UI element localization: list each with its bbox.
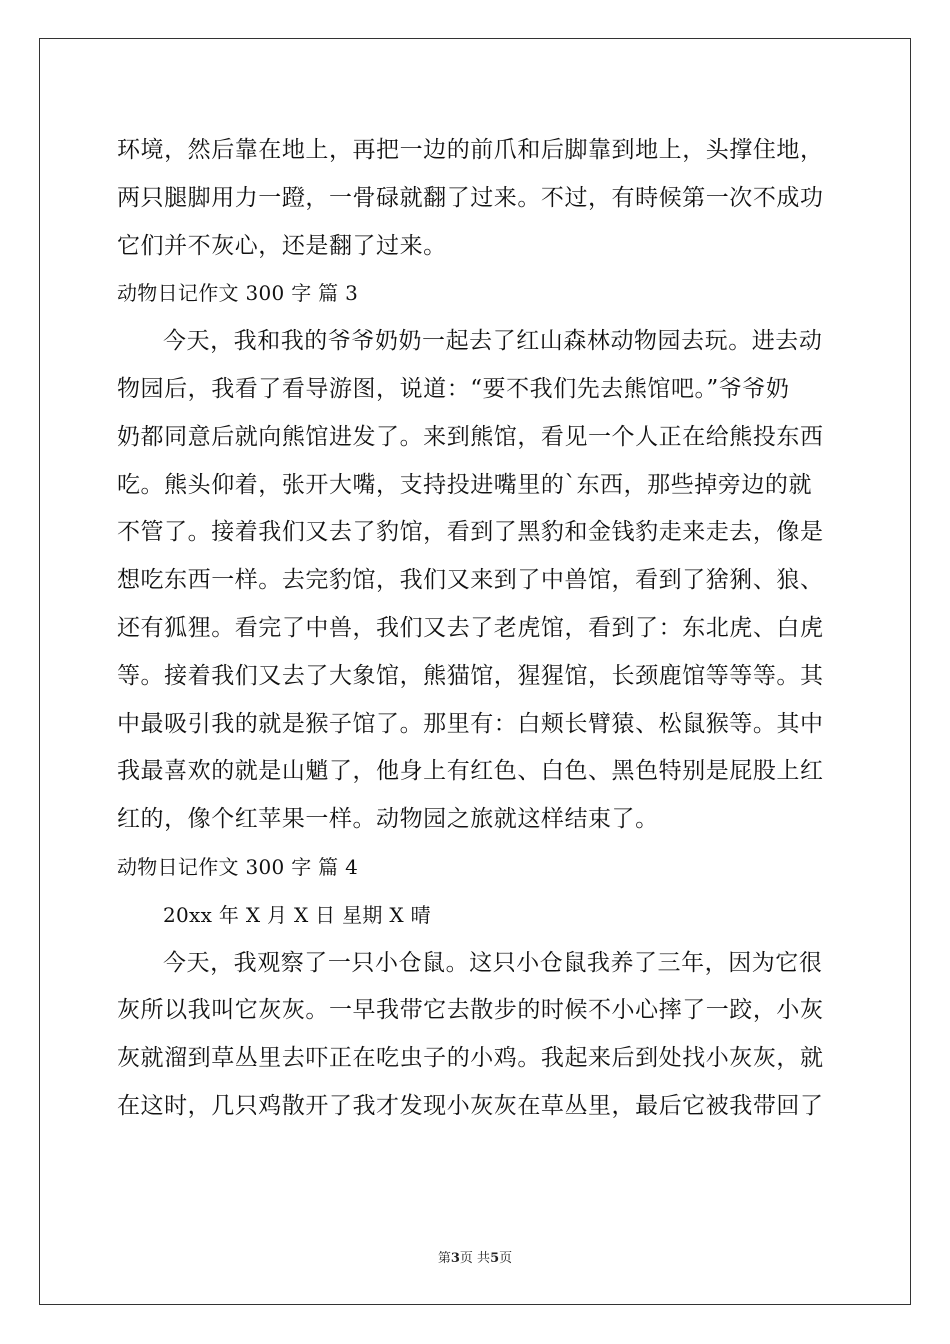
text-line: 灰就溜到草丛里去吓正在吃虫子的小鸡。我起来后到处找小灰灰，就 [117,1045,824,1072]
text-line: 我最喜欢的就是山魈了，他身上有红色、白色、黑色特别是屁股上红 [117,758,824,785]
text-line: 物园后，我看了看导游图，说道：“要不我们先去熊馆吧。”爷爷奶 [117,375,790,402]
paragraph-continued [117,127,833,270]
page-number-footer [0,1247,950,1266]
text-line: 两只腿脚用力一蹬，一骨碌就翻了过来。不过，有時候第一次不成功 [117,184,824,211]
text-line: 在这时，几只鸡散开了我才发现小灰灰在草丛里，最后它被我带回了 [117,1092,824,1119]
section-heading-4: 动物日记作文 300 字 篇 4 [117,854,359,879]
text-line: 奶都同意后就向熊馆进发了。来到熊馆，看见一个人正在给熊投东西 [117,423,824,450]
paragraph-section-3 [117,318,833,844]
text-line: 环境，然后靠在地上，再把一边的前爪和后脚靠到地上，头撑住地， [117,137,824,163]
page-suffix: 页 [499,1251,513,1266]
text-line: 它们并不灰心，还是翻了过来。 [117,232,447,259]
document-body [117,127,833,1131]
text-line: 不管了。接着我们又去了豹馆，看到了黑豹和金钱豹走来走去，像是 [117,519,824,546]
page-prefix: 第 [437,1251,451,1266]
text-line: 还有狐狸。看完了中兽，我们又去了老虎馆，看到了：东北虎、白虎 [117,614,824,641]
text-line: 今天，我观察了一只小仓鼠。这只小仓鼠我养了三年，因为它很 [163,949,823,976]
text-line: 吃。熊头仰着，张开大嘴，支持投进嘴里的`东西，那些掉旁边的就 [117,471,812,498]
text-line: 等。接着我们又去了大象馆，熊猫馆，猩猩馆，长颈鹿馆等等等。其 [117,662,824,689]
text-line: 想吃东西一样。去完豹馆，我们又来到了中兽馆，看到了猞猁、狼、 [117,567,824,594]
page-total: 5 [490,1251,500,1266]
page-mid: 页 共 [459,1251,491,1266]
text-line: 红的，像个红苹果一样。动物园之旅就这样结束了。 [117,806,659,833]
text-line: 今天，我和我的爷爷奶奶一起去了红山森林动物园去玩。进去动 [163,328,823,355]
diary-date-line: 20xx 年 X 月 X 日 星期 X 晴 [163,902,431,927]
page-current: 3 [450,1251,460,1266]
paragraph-section-4 [117,940,833,1131]
text-line: 灰所以我叫它灰灰。一早我带它去散步的时候不小心摔了一跤，小灰 [117,997,824,1024]
section-heading-3: 动物日记作文 300 字 篇 3 [117,281,359,306]
text-line: 中最吸引我的就是猴子馆了。那里有：白颊长臂猿、松鼠猴等。其中 [117,710,824,737]
